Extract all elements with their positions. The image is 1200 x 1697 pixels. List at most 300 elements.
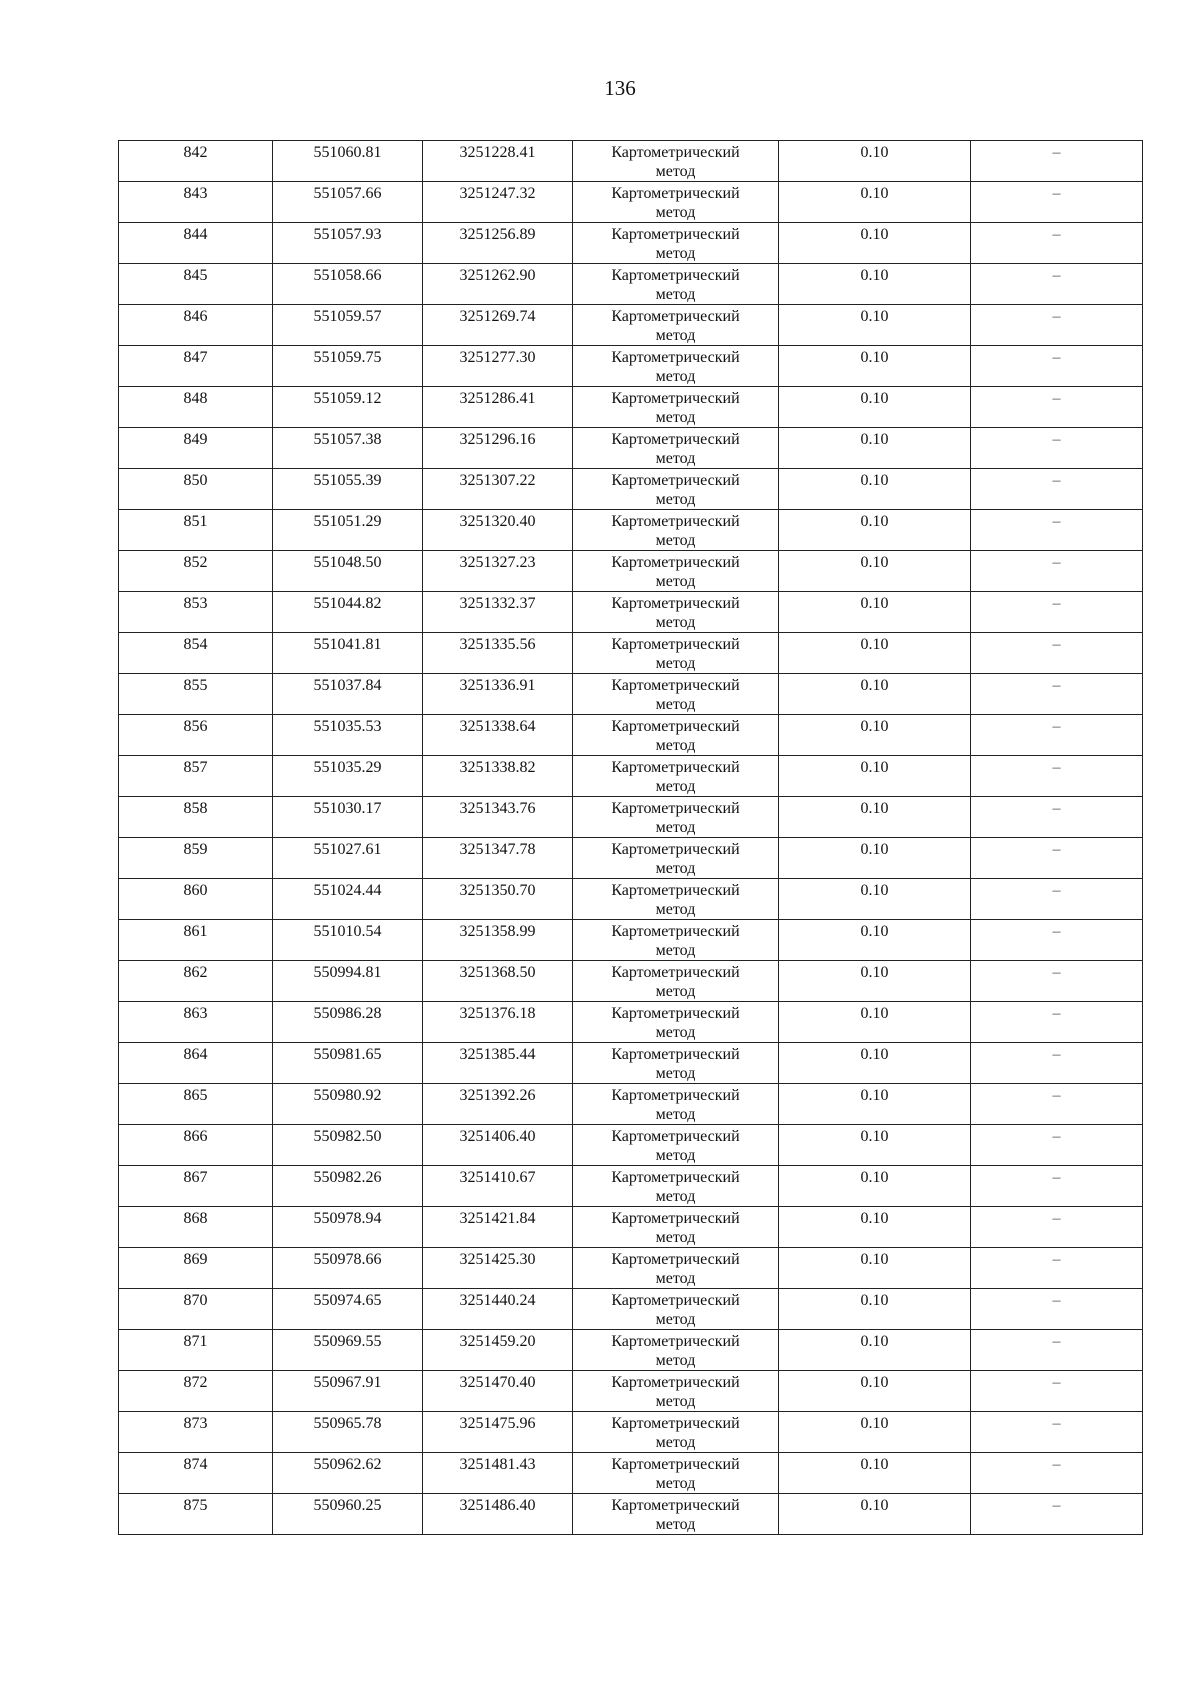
y-coordinate-cell (423, 1330, 573, 1371)
method-cell (573, 141, 779, 182)
y-coordinate-cell-text: 3251358.99 (459, 923, 536, 940)
accuracy-cell (779, 879, 971, 920)
point-number-cell-text: 851 (183, 513, 208, 530)
accuracy-cell (779, 346, 971, 387)
method-cell (573, 715, 779, 756)
point-number-cell-text: 854 (183, 636, 208, 653)
point-number-cell-text: 852 (183, 554, 208, 571)
x-coordinate-cell-text: 551057.93 (313, 226, 382, 243)
point-number-cell (119, 961, 273, 1002)
method-cell-text: Картометрический метод (611, 1128, 740, 1164)
x-coordinate-cell-text: 551010.54 (313, 923, 382, 940)
table-row (119, 879, 1143, 920)
method-cell-text: Картометрический метод (611, 1251, 740, 1287)
y-coordinate-cell (423, 1412, 573, 1453)
y-coordinate-cell-text: 3251368.50 (459, 964, 536, 981)
y-coordinate-cell-text: 3251421.84 (459, 1210, 536, 1227)
accuracy-cell-text: 0.10 (860, 800, 889, 817)
point-number-cell (119, 1330, 273, 1371)
point-number-cell (119, 469, 273, 510)
table-row (119, 551, 1143, 592)
y-coordinate-cell-text: 3251350.70 (459, 882, 536, 899)
accuracy-cell-text: 0.10 (860, 1497, 889, 1514)
point-number-cell (119, 1207, 273, 1248)
point-number-cell-text: 863 (183, 1005, 208, 1022)
point-number-cell-text: 875 (183, 1497, 208, 1514)
x-coordinate-cell-text: 550978.94 (313, 1210, 382, 1227)
accuracy-cell-text: 0.10 (860, 1210, 889, 1227)
x-coordinate-cell (273, 1002, 423, 1043)
method-cell (573, 182, 779, 223)
accuracy-cell-text: 0.10 (860, 841, 889, 858)
point-number-cell (119, 1371, 273, 1412)
y-coordinate-cell-text: 3251343.76 (459, 800, 536, 817)
point-number-cell (119, 715, 273, 756)
y-coordinate-cell (423, 1084, 573, 1125)
point-number-cell (119, 428, 273, 469)
accuracy-cell-text: 0.10 (860, 1169, 889, 1186)
x-coordinate-cell (273, 1289, 423, 1330)
note-cell-text: – (1052, 349, 1061, 366)
method-cell-text: Картометрический метод (611, 226, 740, 262)
x-coordinate-cell (273, 182, 423, 223)
accuracy-cell (779, 1412, 971, 1453)
method-cell-text: Картометрический метод (611, 1497, 740, 1533)
x-coordinate-cell-text: 551058.66 (313, 267, 382, 284)
y-coordinate-cell-text: 3251486.40 (459, 1497, 536, 1514)
point-number-cell (119, 592, 273, 633)
point-number-cell-text: 842 (183, 144, 208, 161)
x-coordinate-cell-text: 551059.57 (313, 308, 382, 325)
point-number-cell-text: 873 (183, 1415, 208, 1432)
point-number-cell-text: 860 (183, 882, 208, 899)
note-cell-text: – (1052, 964, 1061, 981)
accuracy-cell-text: 0.10 (860, 1128, 889, 1145)
note-cell-text: – (1052, 923, 1061, 940)
accuracy-cell (779, 223, 971, 264)
x-coordinate-cell (273, 469, 423, 510)
point-number-cell (119, 797, 273, 838)
accuracy-cell-text: 0.10 (860, 554, 889, 571)
method-cell (573, 1330, 779, 1371)
accuracy-cell (779, 305, 971, 346)
point-number-cell-text: 872 (183, 1374, 208, 1391)
method-cell (573, 305, 779, 346)
x-coordinate-cell-text: 551037.84 (313, 677, 382, 694)
table-row (119, 223, 1143, 264)
method-cell-text: Картометрический метод (611, 1456, 740, 1492)
accuracy-cell-text: 0.10 (860, 431, 889, 448)
note-cell-text: – (1052, 595, 1061, 612)
x-coordinate-cell-text: 550980.92 (313, 1087, 382, 1104)
point-number-cell-text: 853 (183, 595, 208, 612)
accuracy-cell-text: 0.10 (860, 718, 889, 735)
method-cell (573, 1412, 779, 1453)
y-coordinate-cell-text: 3251228.41 (459, 144, 536, 161)
y-coordinate-cell-text: 3251327.23 (459, 554, 536, 571)
x-coordinate-cell-text: 551035.53 (313, 718, 382, 735)
table-row (119, 756, 1143, 797)
method-cell (573, 1494, 779, 1535)
method-cell (573, 1248, 779, 1289)
y-coordinate-cell-text: 3251320.40 (459, 513, 536, 530)
note-cell-text: – (1052, 636, 1061, 653)
note-cell (971, 1084, 1143, 1125)
x-coordinate-cell (273, 715, 423, 756)
accuracy-cell (779, 551, 971, 592)
y-coordinate-cell (423, 1453, 573, 1494)
accuracy-cell (779, 1453, 971, 1494)
note-cell (971, 838, 1143, 879)
note-cell-text: – (1052, 718, 1061, 735)
y-coordinate-cell-text: 3251392.26 (459, 1087, 536, 1104)
accuracy-cell (779, 1371, 971, 1412)
accuracy-cell (779, 1289, 971, 1330)
point-number-cell (119, 1453, 273, 1494)
table-row (119, 674, 1143, 715)
accuracy-cell (779, 1248, 971, 1289)
accuracy-cell-text: 0.10 (860, 759, 889, 776)
y-coordinate-cell-text: 3251332.37 (459, 595, 536, 612)
accuracy-cell-text: 0.10 (860, 513, 889, 530)
x-coordinate-cell-text: 550967.91 (313, 1374, 382, 1391)
point-number-cell-text: 844 (183, 226, 208, 243)
note-cell (971, 141, 1143, 182)
method-cell (573, 674, 779, 715)
x-coordinate-cell (273, 141, 423, 182)
note-cell-text: – (1052, 841, 1061, 858)
table-row (119, 1166, 1143, 1207)
table-row (119, 592, 1143, 633)
table-row (119, 510, 1143, 551)
note-cell-text: – (1052, 677, 1061, 694)
method-cell-text: Картометрический метод (611, 267, 740, 303)
note-cell (971, 1494, 1143, 1535)
method-cell (573, 633, 779, 674)
method-cell-text: Картометрический метод (611, 431, 740, 467)
x-coordinate-cell-text: 551044.82 (313, 595, 382, 612)
point-number-cell-text: 864 (183, 1046, 208, 1063)
table-row (119, 961, 1143, 1002)
x-coordinate-cell (273, 1043, 423, 1084)
note-cell-text: – (1052, 1087, 1061, 1104)
y-coordinate-cell (423, 141, 573, 182)
point-number-cell (119, 346, 273, 387)
x-coordinate-cell (273, 961, 423, 1002)
method-cell (573, 920, 779, 961)
accuracy-cell-text: 0.10 (860, 1046, 889, 1063)
y-coordinate-cell-text: 3251440.24 (459, 1292, 536, 1309)
note-cell-text: – (1052, 1128, 1061, 1145)
y-coordinate-cell (423, 305, 573, 346)
method-cell (573, 1166, 779, 1207)
x-coordinate-cell (273, 1207, 423, 1248)
y-coordinate-cell-text: 3251410.67 (459, 1169, 536, 1186)
method-cell (573, 223, 779, 264)
y-coordinate-cell (423, 879, 573, 920)
y-coordinate-cell-text: 3251262.90 (459, 267, 536, 284)
accuracy-cell-text: 0.10 (860, 308, 889, 325)
note-cell (971, 551, 1143, 592)
accuracy-cell (779, 920, 971, 961)
y-coordinate-cell-text: 3251338.64 (459, 718, 536, 735)
note-cell (971, 879, 1143, 920)
note-cell-text: – (1052, 800, 1061, 817)
method-cell (573, 879, 779, 920)
accuracy-cell-text: 0.10 (860, 1087, 889, 1104)
method-cell-text: Картометрический метод (611, 1005, 740, 1041)
method-cell (573, 961, 779, 1002)
point-number-cell (119, 674, 273, 715)
method-cell-text: Картометрический метод (611, 636, 740, 672)
page-number: 136 (604, 76, 636, 100)
y-coordinate-cell (423, 1002, 573, 1043)
method-cell (573, 1289, 779, 1330)
accuracy-cell-text: 0.10 (860, 144, 889, 161)
method-cell-text: Картометрический метод (611, 1292, 740, 1328)
method-cell-text: Картометрический метод (611, 554, 740, 590)
table-row (119, 633, 1143, 674)
y-coordinate-cell (423, 1494, 573, 1535)
accuracy-cell (779, 592, 971, 633)
y-coordinate-cell (423, 469, 573, 510)
y-coordinate-cell-text: 3251247.32 (459, 185, 536, 202)
note-cell-text: – (1052, 1292, 1061, 1309)
x-coordinate-cell (273, 633, 423, 674)
method-cell-text: Картометрический метод (611, 1169, 740, 1205)
accuracy-cell-text: 0.10 (860, 267, 889, 284)
note-cell (971, 1330, 1143, 1371)
point-number-cell (119, 1248, 273, 1289)
x-coordinate-cell-text: 550982.50 (313, 1128, 382, 1145)
table-row (119, 305, 1143, 346)
table-row (119, 1002, 1143, 1043)
y-coordinate-cell (423, 797, 573, 838)
method-cell-text: Картометрический метод (611, 185, 740, 221)
note-cell (971, 1371, 1143, 1412)
y-coordinate-cell-text: 3251307.22 (459, 472, 536, 489)
note-cell-text: – (1052, 185, 1061, 202)
note-cell-text: – (1052, 554, 1061, 571)
point-number-cell (119, 1412, 273, 1453)
accuracy-cell-text: 0.10 (860, 636, 889, 653)
y-coordinate-cell (423, 592, 573, 633)
method-cell-text: Картометрический метод (611, 759, 740, 795)
note-cell-text: – (1052, 1333, 1061, 1350)
y-coordinate-cell (423, 920, 573, 961)
note-cell-text: – (1052, 513, 1061, 530)
point-number-cell (119, 920, 273, 961)
point-number-cell (119, 510, 273, 551)
x-coordinate-cell-text: 550986.28 (313, 1005, 382, 1022)
x-coordinate-cell-text: 551041.81 (313, 636, 382, 653)
y-coordinate-cell (423, 1371, 573, 1412)
point-number-cell (119, 633, 273, 674)
method-cell (573, 551, 779, 592)
y-coordinate-cell-text: 3251277.30 (459, 349, 536, 366)
point-number-cell-text: 868 (183, 1210, 208, 1227)
note-cell (971, 1166, 1143, 1207)
x-coordinate-cell (273, 387, 423, 428)
table-row (119, 1330, 1143, 1371)
note-cell (971, 674, 1143, 715)
x-coordinate-cell (273, 1125, 423, 1166)
point-number-cell-text: 857 (183, 759, 208, 776)
accuracy-cell-text: 0.10 (860, 226, 889, 243)
point-number-cell (119, 264, 273, 305)
point-number-cell (119, 141, 273, 182)
table-row (119, 141, 1143, 182)
accuracy-cell (779, 1125, 971, 1166)
y-coordinate-cell-text: 3251425.30 (459, 1251, 536, 1268)
x-coordinate-cell-text: 551057.66 (313, 185, 382, 202)
y-coordinate-cell-text: 3251481.43 (459, 1456, 536, 1473)
table-row (119, 715, 1143, 756)
point-number-cell-text: 846 (183, 308, 208, 325)
method-cell-text: Картометрический метод (611, 1415, 740, 1451)
accuracy-cell (779, 387, 971, 428)
x-coordinate-cell (273, 838, 423, 879)
point-number-cell-text: 856 (183, 718, 208, 735)
note-cell-text: – (1052, 472, 1061, 489)
point-number-cell-text: 848 (183, 390, 208, 407)
method-cell-text: Картометрический метод (611, 1374, 740, 1410)
note-cell (971, 1248, 1143, 1289)
y-coordinate-cell-text: 3251256.89 (459, 226, 536, 243)
x-coordinate-cell-text: 550994.81 (313, 964, 382, 981)
method-cell (573, 1371, 779, 1412)
method-cell-text: Картометрический метод (611, 144, 740, 180)
method-cell-text: Картометрический метод (611, 595, 740, 631)
method-cell (573, 1207, 779, 1248)
accuracy-cell (779, 961, 971, 1002)
x-coordinate-cell (273, 592, 423, 633)
accuracy-cell-text: 0.10 (860, 1292, 889, 1309)
y-coordinate-cell (423, 1166, 573, 1207)
y-coordinate-cell (423, 1043, 573, 1084)
x-coordinate-cell (273, 1494, 423, 1535)
note-cell (971, 510, 1143, 551)
accuracy-cell (779, 182, 971, 223)
accuracy-cell-text: 0.10 (860, 1005, 889, 1022)
x-coordinate-cell-text: 551055.39 (313, 472, 382, 489)
accuracy-cell-text: 0.10 (860, 1251, 889, 1268)
y-coordinate-cell-text: 3251347.78 (459, 841, 536, 858)
accuracy-cell (779, 1494, 971, 1535)
point-number-cell-text: 867 (183, 1169, 208, 1186)
y-coordinate-cell (423, 1207, 573, 1248)
y-coordinate-cell-text: 3251385.44 (459, 1046, 536, 1063)
table-row (119, 797, 1143, 838)
accuracy-cell (779, 264, 971, 305)
x-coordinate-cell-text: 551059.75 (313, 349, 382, 366)
x-coordinate-cell-text: 550978.66 (313, 1251, 382, 1268)
accuracy-cell (779, 1084, 971, 1125)
x-coordinate-cell (273, 223, 423, 264)
table-row (119, 264, 1143, 305)
x-coordinate-cell-text: 550969.55 (313, 1333, 382, 1350)
note-cell-text: – (1052, 1169, 1061, 1186)
note-cell (971, 469, 1143, 510)
x-coordinate-cell (273, 551, 423, 592)
accuracy-cell-text: 0.10 (860, 185, 889, 202)
note-cell-text: – (1052, 144, 1061, 161)
point-number-cell-text: 858 (183, 800, 208, 817)
method-cell (573, 469, 779, 510)
y-coordinate-cell (423, 674, 573, 715)
accuracy-cell-text: 0.10 (860, 349, 889, 366)
accuracy-cell-text: 0.10 (860, 1374, 889, 1391)
y-coordinate-cell (423, 346, 573, 387)
point-number-cell-text: 865 (183, 1087, 208, 1104)
note-cell-text: – (1052, 390, 1061, 407)
note-cell (971, 305, 1143, 346)
method-cell (573, 1043, 779, 1084)
accuracy-cell (779, 510, 971, 551)
note-cell-text: – (1052, 226, 1061, 243)
table-row (119, 1084, 1143, 1125)
note-cell-text: – (1052, 1210, 1061, 1227)
x-coordinate-cell-text: 550960.25 (313, 1497, 382, 1514)
note-cell (971, 182, 1143, 223)
x-coordinate-cell (273, 428, 423, 469)
note-cell (971, 715, 1143, 756)
note-cell (971, 920, 1143, 961)
x-coordinate-cell-text: 551027.61 (313, 841, 382, 858)
x-coordinate-cell (273, 1330, 423, 1371)
note-cell-text: – (1052, 759, 1061, 776)
table-row (119, 1289, 1143, 1330)
note-cell (971, 1412, 1143, 1453)
point-number-cell (119, 1084, 273, 1125)
note-cell (971, 797, 1143, 838)
note-cell (971, 264, 1143, 305)
y-coordinate-cell-text: 3251269.74 (459, 308, 536, 325)
y-coordinate-cell (423, 633, 573, 674)
y-coordinate-cell-text: 3251470.40 (459, 1374, 536, 1391)
y-coordinate-cell-text: 3251338.82 (459, 759, 536, 776)
note-cell-text: – (1052, 308, 1061, 325)
coordinates-table-body (119, 141, 1143, 1535)
accuracy-cell-text: 0.10 (860, 677, 889, 694)
x-coordinate-cell-text: 551060.81 (313, 144, 382, 161)
accuracy-cell (779, 715, 971, 756)
point-number-cell (119, 879, 273, 920)
method-cell (573, 387, 779, 428)
point-number-cell (119, 756, 273, 797)
x-coordinate-cell (273, 674, 423, 715)
accuracy-cell-text: 0.10 (860, 1415, 889, 1432)
accuracy-cell (779, 756, 971, 797)
y-coordinate-cell-text: 3251336.91 (459, 677, 536, 694)
accuracy-cell (779, 1043, 971, 1084)
method-cell (573, 510, 779, 551)
accuracy-cell-text: 0.10 (860, 964, 889, 981)
x-coordinate-cell (273, 305, 423, 346)
method-cell-text: Картометрический метод (611, 1087, 740, 1123)
x-coordinate-cell (273, 1453, 423, 1494)
method-cell-text: Картометрический метод (611, 513, 740, 549)
method-cell (573, 264, 779, 305)
x-coordinate-cell-text: 550962.62 (313, 1456, 382, 1473)
point-number-cell (119, 1166, 273, 1207)
y-coordinate-cell-text: 3251406.40 (459, 1128, 536, 1145)
accuracy-cell (779, 1330, 971, 1371)
x-coordinate-cell (273, 264, 423, 305)
accuracy-cell (779, 797, 971, 838)
accuracy-cell-text: 0.10 (860, 595, 889, 612)
x-coordinate-cell-text: 551051.29 (313, 513, 382, 530)
